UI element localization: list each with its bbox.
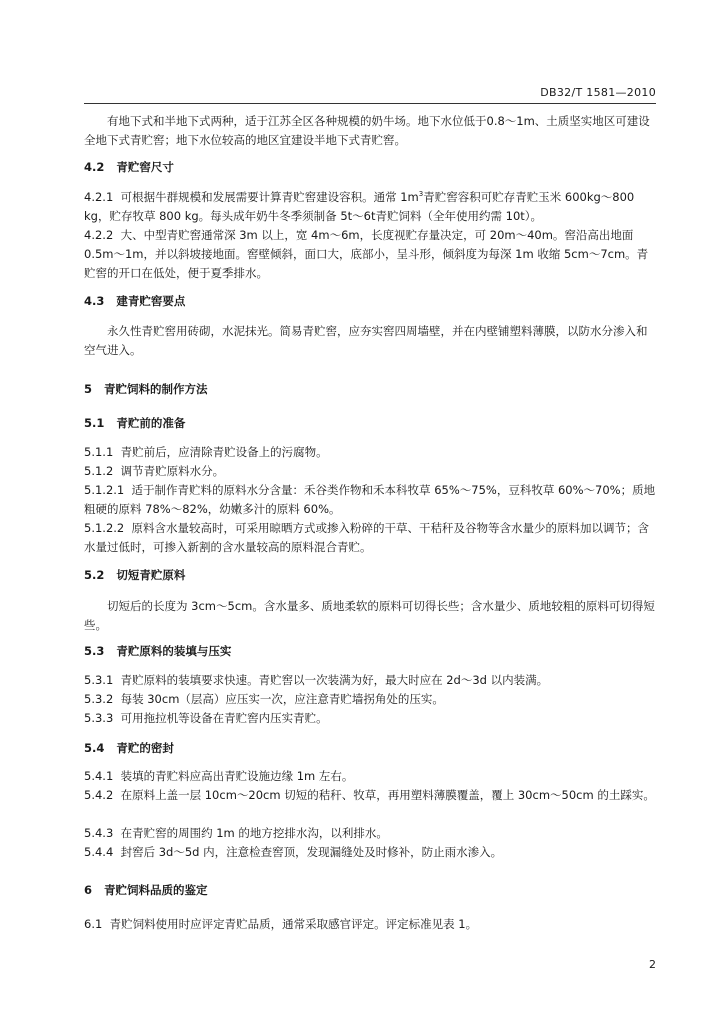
page-number: 2 xyxy=(649,958,656,971)
heading-title: 青贮饲料品质的鉴定 xyxy=(104,883,208,897)
heading-5-3 xyxy=(84,642,656,661)
clause-5-1-2 xyxy=(84,462,656,481)
clause-number: 5.3.3 xyxy=(84,711,114,725)
clause-number: 5.4.3 xyxy=(84,826,114,840)
heading-5-4 xyxy=(84,739,656,758)
clause-5-3-1 xyxy=(84,671,656,690)
doc-code-header: DB32/T 1581—2010 xyxy=(540,86,656,99)
clause-number: 5.1.2.2 xyxy=(84,521,125,535)
clause-5-3-3 xyxy=(84,709,656,728)
heading-5-1 xyxy=(84,414,656,433)
clause-5-4-1 xyxy=(84,767,656,786)
heading-number: 4.2 xyxy=(84,160,105,174)
intro-paragraph: 有地下式和半地下式两种，适于江苏全区各种规模的奶牛场。地下水位低于0.8～1m、土质坚实地区可建设全地下式青贮窖；地下水位较高的地区宜建设半地下式青贮窖。 xyxy=(84,114,650,147)
clause-number: 5.4.2 xyxy=(84,788,114,802)
heading-4-3 xyxy=(84,292,656,311)
header-rule xyxy=(84,103,656,104)
clause-text: 大、中型青贮窖通常深 3m 以上，宽 4m～6m，长度视贮存量决定，可 20m～40m。窖沿高出地面 0.5m～1m，并以斜坡接地面。窖壁倾斜，面口大，底部小，呈斗形，倾斜度为每深 1m 收缩 5cm～7cm。青贮窖的开口在低处，便于夏季排水。 xyxy=(84,228,649,280)
clause-text: 青贮饲料使用时应评定青贮品质，通常采取感官评定。评定标准见表 1。 xyxy=(109,917,478,931)
clause-text: 每装 30cm（层高）应压实一次，应注意青贮墙拐角处的压实。 xyxy=(120,692,444,706)
heading-number: 6 xyxy=(84,883,93,897)
clause-number: 4.2.2 xyxy=(84,228,114,242)
heading-title: 青贮的密封 xyxy=(116,741,174,755)
clause-number: 5.4.1 xyxy=(84,769,114,783)
heading-title: 青贮原料的装填与压实 xyxy=(116,644,232,658)
clause-number: 5.3.1 xyxy=(84,673,114,687)
heading-number: 5.2 xyxy=(84,568,105,582)
clause-5-4-2 xyxy=(84,786,656,805)
clause-text: 可用拖拉机等设备在青贮窖内压实青贮。 xyxy=(120,711,328,725)
heading-number: 5 xyxy=(84,382,93,396)
heading-4-2 xyxy=(84,158,656,177)
heading-title: 青贮饲料的制作方法 xyxy=(104,382,208,396)
heading-number: 4.3 xyxy=(84,294,105,308)
clause-4-2-1 xyxy=(84,188,656,226)
clause-text-a: 可根据牛群规模和发展需要计算青贮窖建设容积。通常 1m xyxy=(120,190,419,204)
heading-number: 5.4 xyxy=(84,741,105,755)
clause-number: 5.4.4 xyxy=(84,845,114,859)
clause-text: 调节青贮原料水分。 xyxy=(120,464,225,478)
clause-number: 5.1.2 xyxy=(84,464,114,478)
clause-text: 适于制作青贮料的原料水分含量：禾谷类作物和禾本科牧草 65%～75%，豆科牧草 60%～70%；质地粗硬的原料 78%～82%，幼嫩多汁的原料 60%。 xyxy=(84,483,656,516)
clause-5-1-2-1 xyxy=(84,481,656,519)
heading-5-2 xyxy=(84,566,656,585)
superscript: 3 xyxy=(418,190,424,199)
heading-number: 5.3 xyxy=(84,644,105,658)
clause-number: 5.1.2.1 xyxy=(84,483,125,497)
clause-6-1 xyxy=(84,915,656,934)
clause-5-4-4 xyxy=(84,843,656,862)
clause-text: 在青贮窖的周围约 1m 的地方挖排水沟，以利排水。 xyxy=(120,826,388,840)
paragraph-4-3: 永久性青贮窖用砖砌，水泥抹光。简易青贮窖，应夯实窖四周墙壁，并在内壁铺塑料薄膜，以防水分渗入和空气进入。 xyxy=(84,324,648,357)
clause-5-3-2 xyxy=(84,690,656,709)
clause-number: 6.1 xyxy=(84,917,103,931)
clause-text-b: 青贮窖容积可贮存青贮玉米 600kg～800 kg，贮存牧草 800 kg。每头成年奶牛冬季须制备 5t～6t青贮饲料（全年使用约需 10t）。 xyxy=(84,190,635,223)
clause-5-1-2-2 xyxy=(84,519,656,557)
heading-5 xyxy=(84,380,656,399)
clause-5-1-1 xyxy=(84,443,656,462)
heading-title: 青贮窖尺寸 xyxy=(116,160,174,174)
clause-text: 封窖后 3d～5d 内，注意检查窖顶，发现漏缝处及时修补，防止雨水渗入。 xyxy=(120,845,503,859)
heading-title: 建青贮窖要点 xyxy=(116,294,186,308)
clause-text: 原料含水量较高时，可采用晾晒方式或掺入粉碎的干草、干秸秆及谷物等含水量少的原料加以调节；含水量过低时，可掺入新割的含水量较高的原料混合青贮。 xyxy=(84,521,650,554)
clause-number: 5.3.2 xyxy=(84,692,114,706)
clause-number: 4.2.1 xyxy=(84,190,114,204)
heading-title: 切短青贮原料 xyxy=(116,568,186,582)
clause-4-2-2 xyxy=(84,226,656,283)
clause-text: 在原料上盖一层 10cm～20cm 切短的秸秆、牧草，再用塑料薄膜覆盖，覆上 30cm～50cm 的土踩实。 xyxy=(120,788,655,802)
clause-text: 青贮原料的装填要求快速。青贮窖以一次装满为好，最大时应在 2d～3d 以内装满。 xyxy=(120,673,549,687)
clause-text: 装填的青贮料应高出青贮设施边缘 1m 左右。 xyxy=(120,769,354,783)
clause-number: 5.1.1 xyxy=(84,445,114,459)
heading-number: 5.1 xyxy=(84,416,105,430)
clause-text: 青贮前后，应清除青贮设备上的污腐物。 xyxy=(120,445,328,459)
clause-5-4-3 xyxy=(84,824,656,843)
paragraph-5-2: 切短后的长度为 3cm～5cm。含水量多、质地柔软的原料可切得长些；含水量少、质地较粗的原料可切得短些。 xyxy=(84,599,655,632)
heading-title: 青贮前的准备 xyxy=(116,416,186,430)
heading-6 xyxy=(84,881,656,900)
